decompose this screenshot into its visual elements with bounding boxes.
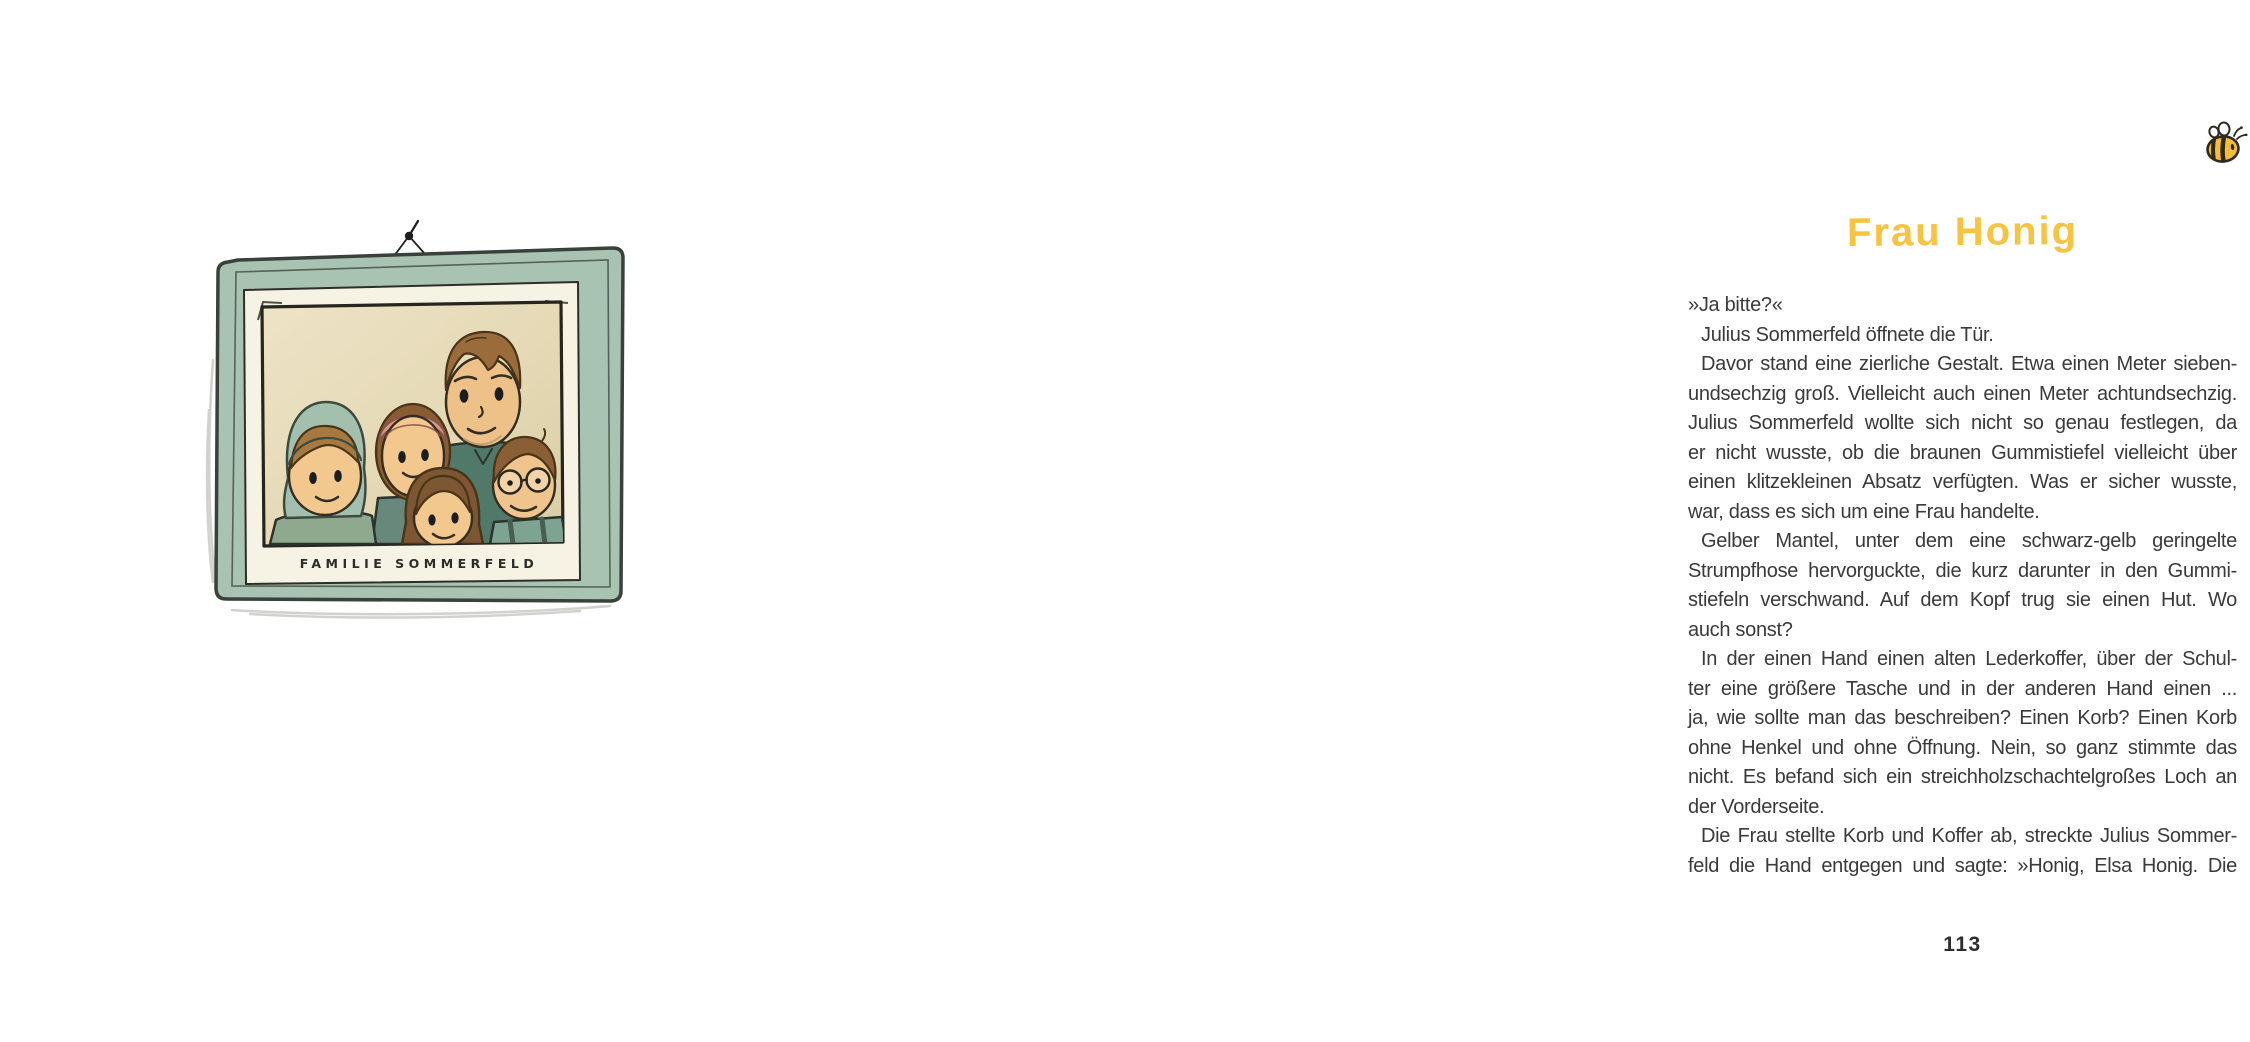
text-line: Julius Sommerfeld wollte sich nicht so genau festlegen, da: [1688, 412, 2237, 434]
text-line: undsechzig groß. Vielleicht auch einen Meter achtundsechzig.: [1688, 382, 2237, 405]
family-photo-illustration: [180, 210, 640, 630]
bee-icon: [2200, 120, 2250, 170]
text-line: ja, wie sollte man das beschreiben? Einen Korb? Einen Korb: [1688, 707, 2237, 729]
page-number: 113: [1943, 933, 1982, 956]
text-line: Gelber Mantel, unter dem eine schwarz-gelb geringelte: [1701, 530, 2237, 552]
nail-icon: [394, 221, 425, 256]
chapter-text: [1688, 291, 2237, 881]
text-line: »Ja bitte?«: [1688, 294, 1783, 316]
text-line: auch sonst?: [1688, 618, 1793, 641]
text-line: ter eine größere Tasche und in der anderen Hand einen ...: [1688, 677, 2237, 700]
text-line: Julius Sommerfeld öffnete die Tür.: [1701, 323, 1994, 346]
text-line: der Vorderseite.: [1688, 795, 1825, 818]
chapter-title: Frau Honig: [1846, 208, 2079, 256]
right-book-page: [800, 0, 2237, 1042]
text-line: Davor stand eine zierliche Gestalt. Etwa einen Meter sieben-: [1701, 353, 2237, 375]
text-line: feld die Hand entgegen und sagte: »Honig, Elsa Honig. Die: [1688, 854, 2237, 877]
text-line: er nicht wusste, ob die braunen Gummistiefel vielleicht über: [1688, 441, 2237, 464]
text-line: Die Frau stellte Korb und Koffer ab, streckte Julius Sommer-: [1701, 825, 2237, 847]
text-line: ohne Henkel und ohne Öffnung. Nein, so ganz stimmte das: [1688, 736, 2237, 759]
text-line: In der einen Hand einen alten Lederkoffer, über der Schul-: [1701, 648, 2237, 670]
text-line: einen klitzekleinen Absatz verfügten. Was er sicher wusste,: [1688, 471, 2237, 493]
left-book-page: [0, 0, 800, 1042]
text-line: Strumpfhose hervorguckte, die kurz darunter in den Gummi-: [1688, 559, 2237, 582]
text-line: nicht. Es befand sich ein streichholzschachtelgroßes Loch an: [1688, 766, 2237, 788]
text-line: stiefeln verschwand. Auf dem Kopf trug sie einen Hut. Wo: [1688, 589, 2237, 611]
photo-caption: FAMILIE SOMMERFELD: [299, 556, 539, 571]
text-line: war, dass es sich um eine Frau handelte.: [1688, 500, 2040, 523]
